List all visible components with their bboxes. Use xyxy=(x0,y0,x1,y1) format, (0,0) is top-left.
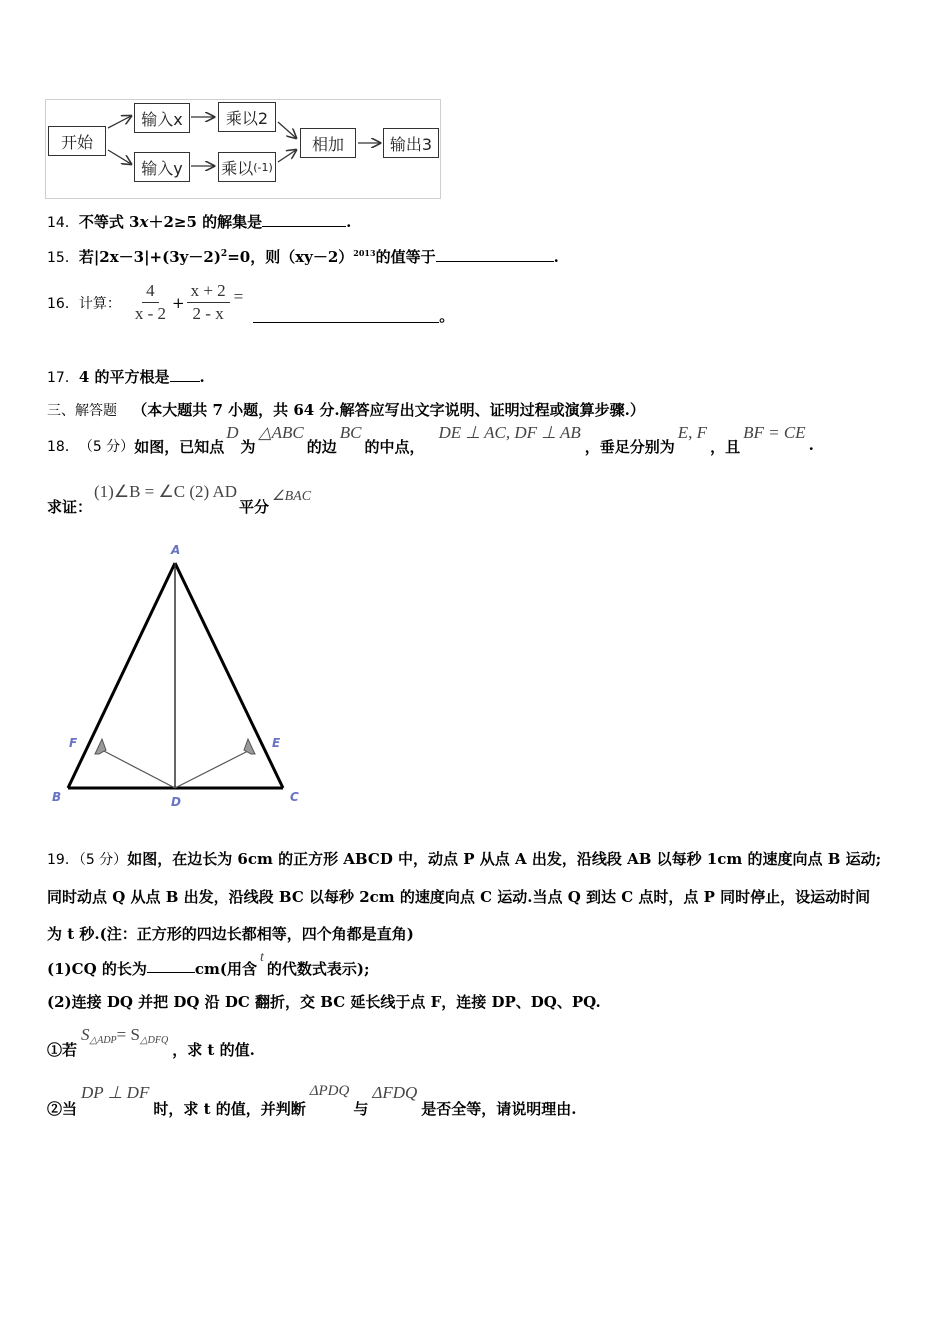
arrow-start-y xyxy=(108,150,131,164)
q15-end: . xyxy=(553,248,559,266)
segment-DE xyxy=(175,750,250,788)
q17-number: 17． xyxy=(47,370,79,386)
q19-c2-math3: ΔFDQ xyxy=(372,1083,418,1102)
q15-answer-blank[interactable] xyxy=(436,247,554,262)
q16-f2-denominator: 2 - x xyxy=(192,304,224,323)
q19-s1-var: t xyxy=(259,950,264,965)
flow-input-x: 输入x xyxy=(134,103,190,133)
q15-number: 15． xyxy=(47,250,79,266)
q16-f1-denominator: x - 2 xyxy=(134,304,166,323)
question-18 xyxy=(47,423,814,463)
section-3-header xyxy=(47,399,645,420)
q19-c2b: 时，求 t 的值，并判断 xyxy=(153,1100,306,1118)
q16-fraction-1 xyxy=(131,280,170,325)
q18-m5: E, F xyxy=(677,423,708,442)
q15-text-c: 的值等于 xyxy=(375,248,436,266)
q16-f1-numerator: 4 xyxy=(142,280,159,303)
q19-s1-blank[interactable] xyxy=(147,958,195,973)
q17-end: . xyxy=(199,368,205,386)
q19-s1c: 的代数式表示); xyxy=(266,960,370,978)
q19-sub-2: (2)连接 DQ 并把 DQ 沿 DC 翻折，交 BC 延长线于点 F，连接 DP、DQ、PQ. xyxy=(47,993,601,1011)
q19-c1-sub1: △ADP xyxy=(89,1035,117,1046)
q18-m2: △ABC xyxy=(258,423,304,442)
question-15 xyxy=(47,246,559,267)
triangle-figure xyxy=(45,540,315,815)
q19-c2-math1: DP ⊥ DF xyxy=(81,1083,150,1102)
q19-c2-math2: ΔPDQ xyxy=(309,1083,350,1099)
q16-plus: + xyxy=(172,293,185,312)
q19-text-3: 为 t 秒.(注：正方形的四边长都相等，四个角都是直角) xyxy=(47,925,414,943)
q19-c1-eq: = S xyxy=(116,1025,140,1044)
side-AB xyxy=(68,563,175,788)
flow-add: 相加 xyxy=(300,128,356,158)
q18-t2: 为 xyxy=(240,438,256,456)
q19-s1a: (1)CQ 的长为 xyxy=(47,960,147,978)
q17-answer-blank[interactable] xyxy=(170,367,200,382)
q16-fraction-2 xyxy=(187,280,230,325)
q19-c1-s: S xyxy=(81,1025,90,1044)
side-AC xyxy=(175,563,283,788)
q15-text-a: 若|2x－3|+(3y－2) xyxy=(78,248,221,266)
label-D: D xyxy=(171,795,181,809)
arrow-mult1-add xyxy=(278,150,296,162)
q18-m6: BF = CE xyxy=(743,423,806,442)
q19-case-2 xyxy=(47,1083,577,1119)
q18-t1: 如图，已知点 xyxy=(134,438,225,456)
q18-score: （5 分） xyxy=(78,439,135,455)
q16-equals: = xyxy=(233,287,244,306)
q18-t4: 的中点， xyxy=(364,438,425,456)
flow-mult-neg1 xyxy=(218,152,276,182)
q19-c2d: 是否全等，请说明理由. xyxy=(421,1100,577,1118)
q18-t7: . xyxy=(808,436,814,454)
segment-DF xyxy=(102,750,175,788)
q18-prove xyxy=(47,482,314,518)
arrow-start-x xyxy=(108,116,131,128)
flow-mult2: 乘以2 xyxy=(218,102,276,132)
q19-c2a: ②当 xyxy=(47,1100,78,1118)
q16-answer-blank[interactable] xyxy=(253,308,439,323)
q14-answer-blank[interactable] xyxy=(262,212,346,227)
flowchart xyxy=(45,99,441,199)
q18-p1: (1)∠B = ∠C (2) AD xyxy=(94,482,238,501)
q17-text: 4 的平方根是 xyxy=(78,368,170,386)
q19-text-2: 同时动点 Q 从点 B 出发，沿线段 BC 以每秒 2cm 的速度向点 C 运动.当点 Q 到达 C 点时，点 P 同时停止，设运动时间 xyxy=(47,888,871,906)
q14-text-a: 不等式 3 xyxy=(78,213,140,231)
q18-t5: ，垂足分别为 xyxy=(584,438,675,456)
flow-mult-neg1-label: 乘以 xyxy=(221,158,254,178)
q19-text-1: 如图，在边长为 6cm 的正方形 ABCD 中，动点 P 从点 A 出发，沿线段 AB 以每秒 1cm 的速度向点 B 运动; xyxy=(127,850,882,868)
question-16 xyxy=(47,279,454,326)
q19-c1a: ①若 xyxy=(47,1041,78,1059)
q19-score: （5 分） xyxy=(78,852,128,868)
q19-c1b: ，求 t 的值. xyxy=(172,1041,255,1059)
q18-m4: DE ⊥ AC, DF ⊥ AB xyxy=(438,423,581,442)
q14-end: . xyxy=(346,213,352,231)
q14-var: x xyxy=(139,213,149,231)
section-3-desc: （本大题共 7 小题，共 64 分.解答应写出文字说明、证明过程或演算步骤.） xyxy=(132,401,645,419)
q15-text-b: =0，则（xy－2） xyxy=(227,248,354,266)
question-14 xyxy=(47,211,351,232)
q16-end: 。 xyxy=(439,307,455,325)
q18-t6: ，且 xyxy=(710,438,741,456)
label-E: E xyxy=(272,736,281,750)
q16-label: 计算： xyxy=(78,295,121,312)
q18-p2: 平分 xyxy=(239,498,270,516)
label-C: C xyxy=(290,790,299,804)
q19-case-1 xyxy=(47,1025,255,1061)
q18-t3: 的边 xyxy=(306,438,337,456)
question-17 xyxy=(47,366,205,387)
q19-number: 19． xyxy=(47,852,79,868)
flow-start: 开始 xyxy=(48,126,106,156)
q15-sup2: 2013 xyxy=(353,248,376,258)
section-3-title: 三、解答题 xyxy=(47,403,117,419)
arrow-mult2-add xyxy=(278,122,296,138)
q19-line-1 xyxy=(47,848,881,869)
label-A: A xyxy=(171,543,181,557)
q16-f2-numerator: x + 2 xyxy=(187,280,230,303)
q19-s1b: cm(用含 xyxy=(194,960,257,978)
q18-m3: BC xyxy=(339,423,362,442)
q18-m1: D xyxy=(226,423,239,442)
q19-c1-sub2: △DFQ xyxy=(139,1035,169,1046)
flow-mult-neg1-value: (-1) xyxy=(253,160,273,174)
label-B: B xyxy=(52,790,62,804)
q18-prove-label: 求证： xyxy=(47,498,93,516)
q16-number: 16． xyxy=(47,295,79,312)
flow-input-y: 输入y xyxy=(134,152,190,182)
flow-output: 输出3 xyxy=(383,128,439,158)
q19-c2c: 与 xyxy=(353,1100,369,1118)
q18-p3: ∠BAC xyxy=(272,489,312,504)
q15-sup1: 2 xyxy=(220,249,228,259)
q18-number: 18． xyxy=(47,439,79,455)
q14-text-b: ＋2≥5 的解集是 xyxy=(148,213,263,231)
label-F: F xyxy=(69,736,78,750)
q14-number: 14． xyxy=(47,215,79,231)
q19-sub-1 xyxy=(47,950,370,980)
